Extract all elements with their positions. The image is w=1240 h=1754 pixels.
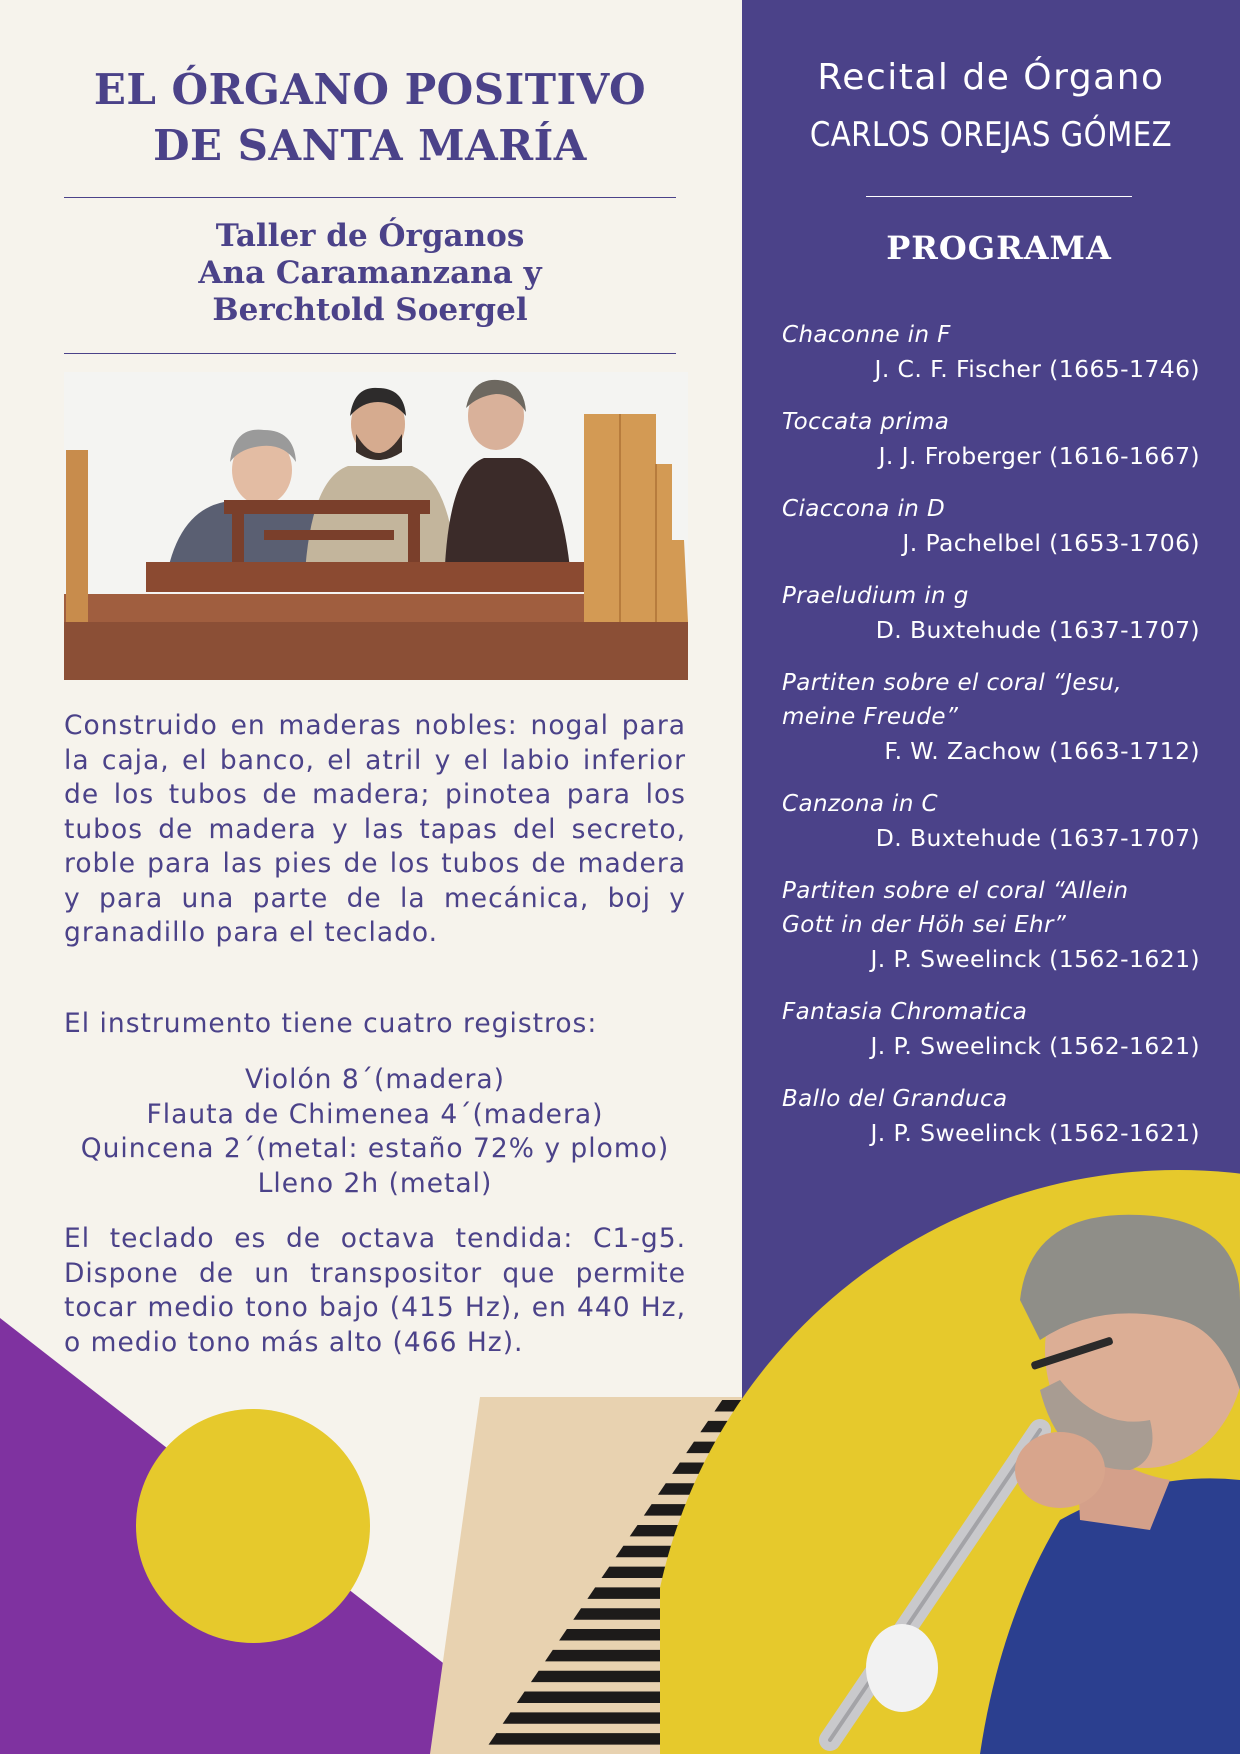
keyboard-description: El teclado es de octava tendida: C1-g5. Dispone de un transpositor que permite tocar medio tono bajo (415 Hz), en 440 Hz, o medio tono más alto (466 Hz). (64, 1223, 686, 1358)
composer: D. Buxtehude (1637-1707) (875, 616, 1200, 644)
work-title: Partiten sobre el coral “Allein Gott in der Höh sei Ehr” (782, 878, 1129, 938)
instrument-title (64, 62, 676, 174)
composer: J. J. Froberger (1616-1667) (878, 442, 1200, 470)
register-item: Quincena 2´(metal: estaño 72% y plomo) (80, 1133, 670, 1164)
divider-top (64, 197, 676, 198)
work-title: Fantasia Chromatica (782, 999, 1028, 1025)
hand (1015, 1432, 1105, 1508)
register-item: Flauta de Chimenea 4´(madera) (146, 1098, 604, 1130)
work-title: Ciaccona in D (782, 496, 946, 522)
composer: D. Buxtehude (1637-1707) (875, 824, 1200, 852)
program-item (782, 492, 1200, 560)
composer: J. P. Sweelinck (1562-1621) (870, 1032, 1200, 1060)
workshop-line-1: Taller de Órganos (215, 218, 525, 254)
program-item (782, 1082, 1200, 1150)
event-title: Recital de Órgano (817, 57, 1165, 98)
work-title: Toccata prima (782, 409, 950, 435)
workshop-line-2: Ana Caramanzana y (198, 255, 542, 291)
work-title: Praeludium in g (782, 583, 969, 609)
program-item (782, 579, 1200, 647)
program-item (782, 787, 1200, 855)
register-item: Lleno 2h (metal) (257, 1167, 493, 1199)
workshop-line-3: Berchtold Soergel (212, 292, 528, 328)
composer: J. C. F. Fischer (1665-1746) (874, 355, 1200, 383)
composer: F. W. Zachow (1663-1712) (884, 737, 1200, 765)
program-item (782, 874, 1200, 976)
divider-bottom (64, 353, 676, 354)
workshop-credit (64, 218, 676, 329)
glove (866, 1624, 938, 1712)
divider-right (866, 196, 1132, 197)
program-item (782, 995, 1200, 1063)
work-title: Chaconne in F (782, 322, 951, 348)
program-list (782, 318, 1200, 1169)
construction-description: Construido en maderas nobles: nogal para la caja, el banco, el atril y el labio inferior de los tubos de madera; pinotea para los tubos de madera y las tapas del secreto, roble para las pies de los tubos de madera y para una parte de la mecánica, boj y granadillo para el teclado. (64, 710, 686, 948)
program-item (782, 405, 1200, 473)
work-title: Partiten sobre el coral “Jesu, meine Freude” (782, 670, 1122, 730)
registers-list (64, 1063, 686, 1201)
performer-name: CARLOS OREJAS GÓMEZ (809, 115, 1173, 155)
program-item (782, 666, 1200, 768)
composer: J. Pachelbel (1653-1706) (902, 529, 1200, 557)
program-heading: PROGRAMA (886, 229, 1112, 267)
work-title: Canzona in C (782, 791, 938, 817)
builders-photo (64, 372, 688, 680)
composer: J. P. Sweelinck (1562-1621) (870, 1119, 1200, 1147)
composer: J. P. Sweelinck (1562-1621) (870, 945, 1200, 973)
title-line-1: EL ÓRGANO POSITIVO (93, 65, 647, 114)
work-title: Ballo del Granduca (782, 1086, 1008, 1112)
registers-intro: El instrumento tiene cuatro registros: (64, 1008, 598, 1039)
register-item: Violón 8´(madera) (244, 1064, 506, 1095)
title-line-2: DE SANTA MARÍA (153, 121, 587, 170)
program-item (782, 318, 1200, 386)
